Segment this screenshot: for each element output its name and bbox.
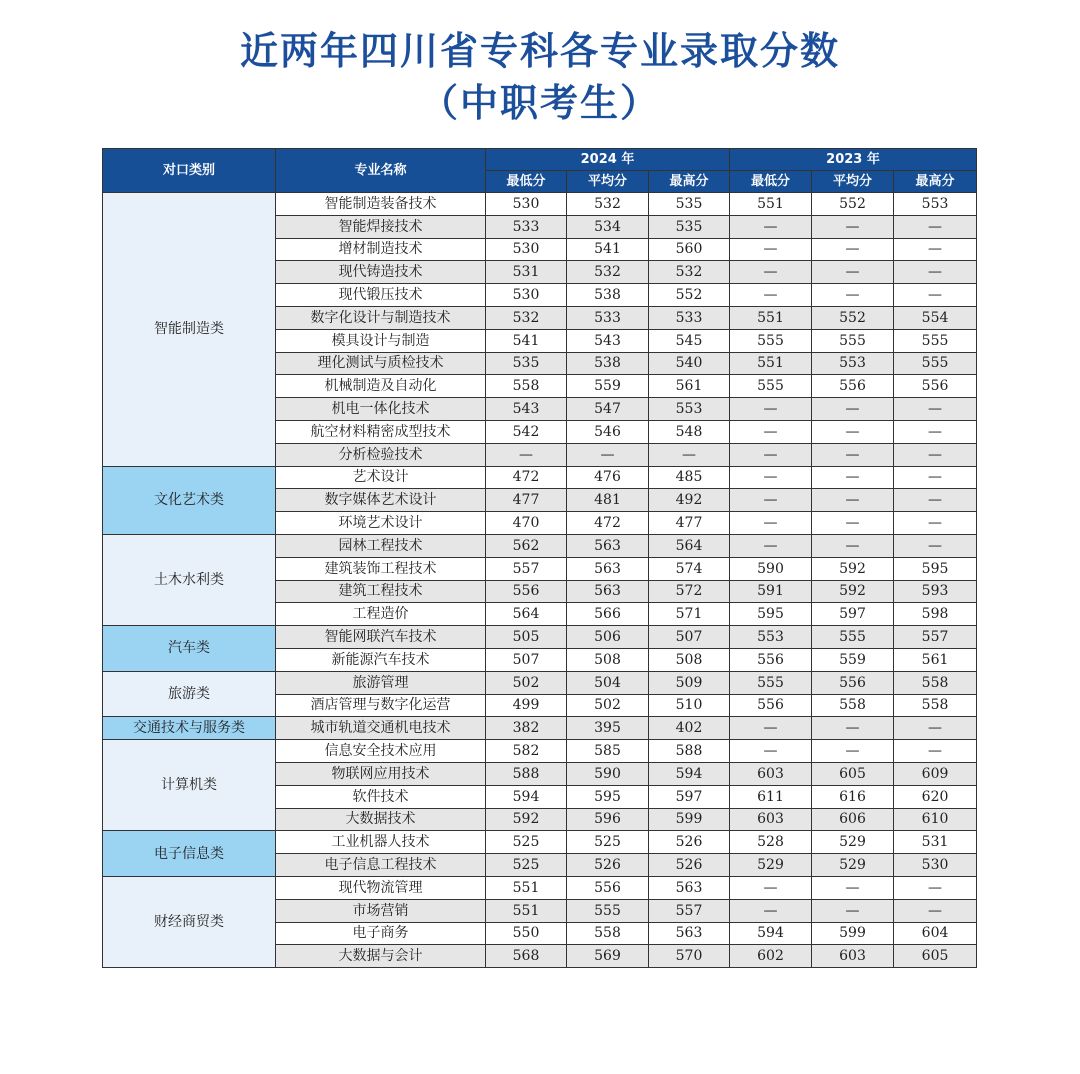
major-cell: 艺术设计: [276, 466, 486, 489]
score-2024-max-cell: 535: [649, 215, 730, 238]
score-2023-max-cell: —: [894, 899, 977, 922]
score-2023-avg-cell: 592: [812, 557, 894, 580]
score-2024-min-cell: 530: [486, 238, 567, 261]
score-2024-max-cell: 594: [649, 762, 730, 785]
score-2023-min-cell: 551: [730, 193, 812, 216]
score-2023-avg-cell: 616: [812, 785, 894, 808]
score-2023-avg-cell: —: [812, 489, 894, 512]
header-category: 对口类别: [103, 149, 276, 193]
page-subtitle: （中职考生）: [419, 81, 660, 125]
major-cell: 工业机器人技术: [276, 831, 486, 854]
score-2024-avg-cell: 541: [567, 238, 649, 261]
score-2024-max-cell: 485: [649, 466, 730, 489]
score-2023-min-cell: 603: [730, 808, 812, 831]
major-cell: 旅游管理: [276, 671, 486, 694]
score-2024-min-cell: 472: [486, 466, 567, 489]
score-2024-min-cell: 564: [486, 603, 567, 626]
score-2023-max-cell: 609: [894, 762, 977, 785]
score-2023-avg-cell: —: [812, 443, 894, 466]
score-2024-max-cell: 553: [649, 398, 730, 421]
score-2024-max-cell: 561: [649, 375, 730, 398]
admission-score-table: [102, 148, 977, 968]
score-2024-max-cell: 588: [649, 740, 730, 763]
score-2024-max-cell: 560: [649, 238, 730, 261]
score-2024-max-cell: 540: [649, 352, 730, 375]
score-2024-max-cell: 526: [649, 831, 730, 854]
score-2024-max-cell: 532: [649, 261, 730, 284]
score-2023-avg-cell: 606: [812, 808, 894, 831]
major-cell: 市场营销: [276, 899, 486, 922]
score-2024-avg-cell: 476: [567, 466, 649, 489]
score-2023-max-cell: 561: [894, 648, 977, 671]
score-2023-max-cell: —: [894, 420, 977, 443]
score-2023-max-cell: —: [894, 534, 977, 557]
score-2023-max-cell: 530: [894, 854, 977, 877]
score-2024-max-cell: 563: [649, 922, 730, 945]
score-2023-max-cell: 553: [894, 193, 977, 216]
score-2023-max-cell: 604: [894, 922, 977, 945]
header-year-2023: 2023 年: [730, 149, 977, 171]
score-2024-min-cell: 533: [486, 215, 567, 238]
score-2024-max-cell: 572: [649, 580, 730, 603]
header-max-2024: 最高分: [649, 171, 730, 193]
score-2024-avg-cell: 525: [567, 831, 649, 854]
score-2023-avg-cell: 553: [812, 352, 894, 375]
major-cell: 现代物流管理: [276, 876, 486, 899]
header-avg-2023: 平均分: [812, 171, 894, 193]
score-2023-avg-cell: —: [812, 717, 894, 740]
score-2023-max-cell: —: [894, 717, 977, 740]
score-2024-avg-cell: 538: [567, 284, 649, 307]
score-2023-avg-cell: 555: [812, 626, 894, 649]
score-2024-avg-cell: 472: [567, 512, 649, 535]
score-2023-avg-cell: —: [812, 512, 894, 535]
header-major: 专业名称: [276, 149, 486, 193]
score-2023-max-cell: 555: [894, 329, 977, 352]
major-cell: 智能制造装备技术: [276, 193, 486, 216]
score-2024-min-cell: 556: [486, 580, 567, 603]
major-cell: 城市轨道交通机电技术: [276, 717, 486, 740]
score-2024-max-cell: 564: [649, 534, 730, 557]
score-2023-avg-cell: —: [812, 876, 894, 899]
category-cell: 交通技术与服务类: [103, 717, 276, 740]
major-cell: 电子信息工程技术: [276, 854, 486, 877]
score-2024-avg-cell: 395: [567, 717, 649, 740]
score-2023-max-cell: —: [894, 443, 977, 466]
score-2024-min-cell: 568: [486, 945, 567, 968]
score-2023-max-cell: —: [894, 489, 977, 512]
score-2023-max-cell: —: [894, 261, 977, 284]
score-2023-max-cell: —: [894, 215, 977, 238]
major-cell: 分析检验技术: [276, 443, 486, 466]
table-row: [103, 626, 977, 649]
score-2024-avg-cell: 538: [567, 352, 649, 375]
score-2024-avg-cell: 526: [567, 854, 649, 877]
header-min-2024: 最低分: [486, 171, 567, 193]
score-2024-avg-cell: 559: [567, 375, 649, 398]
score-2023-min-cell: —: [730, 398, 812, 421]
major-cell: 建筑装饰工程技术: [276, 557, 486, 580]
score-2023-min-cell: —: [730, 238, 812, 261]
major-cell: 数字媒体艺术设计: [276, 489, 486, 512]
score-2023-max-cell: —: [894, 398, 977, 421]
score-2023-avg-cell: —: [812, 261, 894, 284]
score-2023-avg-cell: 529: [812, 831, 894, 854]
score-2023-min-cell: 611: [730, 785, 812, 808]
category-cell: 文化艺术类: [103, 466, 276, 534]
category-cell: 旅游类: [103, 671, 276, 717]
score-2023-avg-cell: 556: [812, 375, 894, 398]
major-cell: 酒店管理与数字化运营: [276, 694, 486, 717]
score-2023-avg-cell: —: [812, 215, 894, 238]
table-row: [103, 717, 977, 740]
score-2023-min-cell: 603: [730, 762, 812, 785]
score-2023-min-cell: 556: [730, 694, 812, 717]
score-2024-avg-cell: 533: [567, 306, 649, 329]
score-2024-max-cell: 535: [649, 193, 730, 216]
score-2023-max-cell: 556: [894, 375, 977, 398]
score-2023-min-cell: —: [730, 512, 812, 535]
score-2023-max-cell: 598: [894, 603, 977, 626]
score-2024-max-cell: 552: [649, 284, 730, 307]
score-2024-min-cell: 594: [486, 785, 567, 808]
score-2024-avg-cell: 502: [567, 694, 649, 717]
score-2024-avg-cell: 543: [567, 329, 649, 352]
score-2023-avg-cell: —: [812, 740, 894, 763]
score-2024-min-cell: 525: [486, 831, 567, 854]
score-2024-max-cell: 508: [649, 648, 730, 671]
score-2023-max-cell: 620: [894, 785, 977, 808]
major-cell: 物联网应用技术: [276, 762, 486, 785]
score-2024-min-cell: 542: [486, 420, 567, 443]
score-2024-avg-cell: 556: [567, 876, 649, 899]
score-2024-min-cell: 557: [486, 557, 567, 580]
category-cell: 电子信息类: [103, 831, 276, 877]
page-title: 近两年四川省专科各专业录取分数: [239, 29, 840, 73]
score-2023-min-cell: —: [730, 534, 812, 557]
score-2023-max-cell: —: [894, 284, 977, 307]
score-2024-avg-cell: 563: [567, 557, 649, 580]
score-2024-min-cell: 530: [486, 193, 567, 216]
score-2023-avg-cell: —: [812, 466, 894, 489]
score-2024-max-cell: 557: [649, 899, 730, 922]
score-2023-min-cell: —: [730, 489, 812, 512]
score-2024-avg-cell: 508: [567, 648, 649, 671]
score-2023-max-cell: —: [894, 740, 977, 763]
score-2024-avg-cell: 563: [567, 580, 649, 603]
score-2023-avg-cell: —: [812, 534, 894, 557]
score-2023-min-cell: 551: [730, 306, 812, 329]
score-2024-min-cell: 530: [486, 284, 567, 307]
score-2023-max-cell: 554: [894, 306, 977, 329]
major-cell: 现代铸造技术: [276, 261, 486, 284]
score-2023-min-cell: 602: [730, 945, 812, 968]
major-cell: 增材制造技术: [276, 238, 486, 261]
table-row: [103, 876, 977, 899]
major-cell: 数字化设计与制造技术: [276, 306, 486, 329]
score-2023-avg-cell: 603: [812, 945, 894, 968]
score-2024-avg-cell: —: [567, 443, 649, 466]
major-cell: 信息安全技术应用: [276, 740, 486, 763]
score-2024-min-cell: 551: [486, 876, 567, 899]
score-2023-min-cell: 528: [730, 831, 812, 854]
major-cell: 模具设计与制造: [276, 329, 486, 352]
major-cell: 电子商务: [276, 922, 486, 945]
score-2023-avg-cell: 605: [812, 762, 894, 785]
score-2023-min-cell: 591: [730, 580, 812, 603]
score-2024-min-cell: 562: [486, 534, 567, 557]
score-2024-min-cell: 525: [486, 854, 567, 877]
header-year-2024: 2024 年: [486, 149, 730, 171]
score-2023-max-cell: 605: [894, 945, 977, 968]
score-2023-max-cell: 558: [894, 671, 977, 694]
score-2024-max-cell: 597: [649, 785, 730, 808]
score-2023-max-cell: 595: [894, 557, 977, 580]
table-body: [103, 193, 977, 968]
score-2024-avg-cell: 595: [567, 785, 649, 808]
major-cell: 航空材料精密成型技术: [276, 420, 486, 443]
score-2023-avg-cell: —: [812, 899, 894, 922]
score-2023-min-cell: 556: [730, 648, 812, 671]
score-2023-max-cell: 610: [894, 808, 977, 831]
score-2024-max-cell: 507: [649, 626, 730, 649]
score-2024-min-cell: 592: [486, 808, 567, 831]
major-cell: 机械制造及自动化: [276, 375, 486, 398]
score-2023-avg-cell: —: [812, 398, 894, 421]
score-2023-min-cell: —: [730, 466, 812, 489]
major-cell: 智能网联汽车技术: [276, 626, 486, 649]
category-cell: 智能制造类: [103, 193, 276, 467]
score-2024-max-cell: —: [649, 443, 730, 466]
score-2024-min-cell: 505: [486, 626, 567, 649]
score-2023-avg-cell: 555: [812, 329, 894, 352]
score-2023-min-cell: 555: [730, 329, 812, 352]
score-2024-max-cell: 509: [649, 671, 730, 694]
major-cell: 工程造价: [276, 603, 486, 626]
major-cell: 大数据技术: [276, 808, 486, 831]
score-2024-avg-cell: 534: [567, 215, 649, 238]
major-cell: 园林工程技术: [276, 534, 486, 557]
score-2024-avg-cell: 585: [567, 740, 649, 763]
score-2024-min-cell: 502: [486, 671, 567, 694]
score-2024-min-cell: 535: [486, 352, 567, 375]
score-2023-max-cell: 555: [894, 352, 977, 375]
score-2024-min-cell: 588: [486, 762, 567, 785]
header-max-2023: 最高分: [894, 171, 977, 193]
score-2024-max-cell: 574: [649, 557, 730, 580]
score-2023-avg-cell: —: [812, 238, 894, 261]
score-2024-avg-cell: 569: [567, 945, 649, 968]
major-cell: 建筑工程技术: [276, 580, 486, 603]
score-2023-max-cell: 558: [894, 694, 977, 717]
score-2023-min-cell: —: [730, 740, 812, 763]
score-2023-min-cell: 555: [730, 671, 812, 694]
score-2023-min-cell: —: [730, 443, 812, 466]
score-2023-min-cell: 594: [730, 922, 812, 945]
score-2024-max-cell: 402: [649, 717, 730, 740]
score-2023-avg-cell: 556: [812, 671, 894, 694]
score-2024-max-cell: 570: [649, 945, 730, 968]
score-2023-min-cell: 555: [730, 375, 812, 398]
major-cell: 软件技术: [276, 785, 486, 808]
score-2024-min-cell: 507: [486, 648, 567, 671]
score-2024-max-cell: 545: [649, 329, 730, 352]
score-2024-avg-cell: 504: [567, 671, 649, 694]
score-2024-max-cell: 563: [649, 876, 730, 899]
category-cell: 汽车类: [103, 626, 276, 672]
header-min-2023: 最低分: [730, 171, 812, 193]
score-2024-avg-cell: 558: [567, 922, 649, 945]
category-cell: 土木水利类: [103, 534, 276, 625]
score-2024-max-cell: 548: [649, 420, 730, 443]
table-row: [103, 193, 977, 216]
score-2023-max-cell: 557: [894, 626, 977, 649]
score-2023-max-cell: 531: [894, 831, 977, 854]
score-2023-min-cell: —: [730, 717, 812, 740]
score-2024-max-cell: 477: [649, 512, 730, 535]
score-2023-avg-cell: 592: [812, 580, 894, 603]
score-2024-avg-cell: 547: [567, 398, 649, 421]
category-cell: 财经商贸类: [103, 876, 276, 967]
score-2024-min-cell: 541: [486, 329, 567, 352]
score-2024-max-cell: 526: [649, 854, 730, 877]
major-cell: 现代锻压技术: [276, 284, 486, 307]
score-2023-max-cell: —: [894, 466, 977, 489]
score-2023-min-cell: —: [730, 420, 812, 443]
major-cell: 环境艺术设计: [276, 512, 486, 535]
score-2023-avg-cell: 559: [812, 648, 894, 671]
score-2024-min-cell: 470: [486, 512, 567, 535]
score-2024-min-cell: 499: [486, 694, 567, 717]
major-cell: 新能源汽车技术: [276, 648, 486, 671]
score-2024-avg-cell: 532: [567, 261, 649, 284]
score-2024-min-cell: 582: [486, 740, 567, 763]
score-2024-min-cell: 532: [486, 306, 567, 329]
score-2024-max-cell: 533: [649, 306, 730, 329]
table-row: [103, 534, 977, 557]
score-2023-max-cell: —: [894, 876, 977, 899]
score-2023-min-cell: —: [730, 215, 812, 238]
score-2024-min-cell: 543: [486, 398, 567, 421]
score-2023-min-cell: 553: [730, 626, 812, 649]
score-2024-avg-cell: 506: [567, 626, 649, 649]
score-2023-min-cell: 595: [730, 603, 812, 626]
score-2023-min-cell: —: [730, 876, 812, 899]
score-2024-min-cell: 551: [486, 899, 567, 922]
score-2023-max-cell: 593: [894, 580, 977, 603]
score-2024-avg-cell: 555: [567, 899, 649, 922]
score-2024-avg-cell: 546: [567, 420, 649, 443]
score-2023-avg-cell: —: [812, 420, 894, 443]
score-2023-avg-cell: 597: [812, 603, 894, 626]
score-2023-min-cell: 529: [730, 854, 812, 877]
score-2024-avg-cell: 596: [567, 808, 649, 831]
score-2024-min-cell: 477: [486, 489, 567, 512]
major-cell: 理化测试与质检技术: [276, 352, 486, 375]
score-2023-avg-cell: 529: [812, 854, 894, 877]
table-row: [103, 671, 977, 694]
score-2024-min-cell: 550: [486, 922, 567, 945]
table-row: [103, 466, 977, 489]
score-2023-min-cell: 551: [730, 352, 812, 375]
major-cell: 大数据与会计: [276, 945, 486, 968]
score-2023-max-cell: —: [894, 238, 977, 261]
score-2023-avg-cell: 558: [812, 694, 894, 717]
score-2024-max-cell: 571: [649, 603, 730, 626]
score-2024-avg-cell: 481: [567, 489, 649, 512]
major-cell: 机电一体化技术: [276, 398, 486, 421]
score-2024-max-cell: 510: [649, 694, 730, 717]
score-2023-min-cell: —: [730, 284, 812, 307]
score-2024-min-cell: 531: [486, 261, 567, 284]
score-2023-max-cell: —: [894, 512, 977, 535]
score-2023-min-cell: —: [730, 261, 812, 284]
category-cell: 计算机类: [103, 740, 276, 831]
table-row: [103, 740, 977, 763]
score-2024-avg-cell: 566: [567, 603, 649, 626]
score-2024-avg-cell: 563: [567, 534, 649, 557]
score-2023-avg-cell: 599: [812, 922, 894, 945]
score-2023-avg-cell: 552: [812, 306, 894, 329]
score-2024-avg-cell: 590: [567, 762, 649, 785]
major-cell: 智能焊接技术: [276, 215, 486, 238]
score-2024-min-cell: 382: [486, 717, 567, 740]
score-2024-min-cell: 558: [486, 375, 567, 398]
score-2024-max-cell: 599: [649, 808, 730, 831]
score-2023-min-cell: —: [730, 899, 812, 922]
score-2024-min-cell: —: [486, 443, 567, 466]
score-2024-max-cell: 492: [649, 489, 730, 512]
score-2023-avg-cell: —: [812, 284, 894, 307]
score-2024-avg-cell: 532: [567, 193, 649, 216]
header-avg-2024: 平均分: [567, 171, 649, 193]
score-2023-avg-cell: 552: [812, 193, 894, 216]
score-2023-min-cell: 590: [730, 557, 812, 580]
table-row: [103, 831, 977, 854]
